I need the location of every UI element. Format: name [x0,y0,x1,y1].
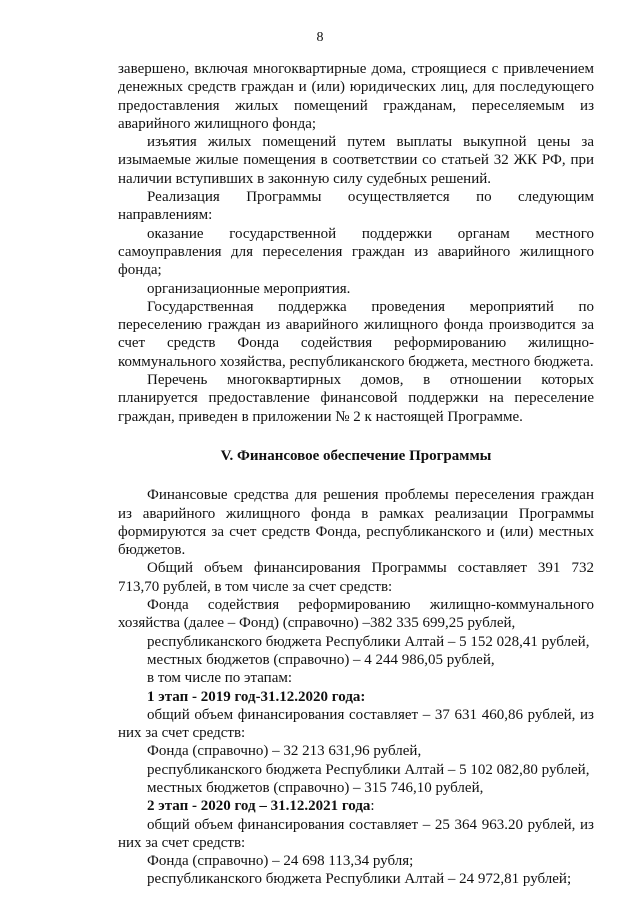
paragraph: Фонда (справочно) – 32 213 631,96 рублей, [147,743,422,760]
paragraph: Фонда содействия реформированию жилищно-коммунального хозяйства (далее – Фонд) (справочно) –382 335 699,25 рублей, [118,597,594,632]
paragraph: Фонда (справочно) – 24 698 113,34 рубля; [147,853,414,870]
stage-heading-line [118,797,594,815]
page-number: 8 [316,30,324,45]
paragraph: Финансовые средства для решения проблемы переселения граждан из аварийного жилищного фонда в рамках реализации Программы формируются за счет средств Фонда, республиканского и (или) местных бюджетов. [118,487,594,559]
paragraph: Государственная поддержка проведения мероприятий по переселению граждан из аварийного жилищного фонда производится за счет средств Фонда содействия реформированию жилищно-коммунального хозяйства, республиканского бюджета, местного бюджета. [118,298,594,370]
paragraph: изъятия жилых помещений путем выплаты выкупной цены за изымаемые жилые помещения в соответствии со статьей 32 ЖК РФ, при наличии вступивших в законную силу судебных решений. [118,134,594,187]
paragraph: местных бюджетов (справочно) – 315 746,10 рублей, [147,779,484,796]
paragraph: организационные мероприятия. [147,280,351,297]
paragraph: оказание государственной поддержки органам местного самоуправления для переселения граждан из аварийного жилищного фонда; [118,225,594,279]
paragraph: общий объем финансирования составляет – 25 364 963.20 рублей, из них за счет средств: [118,816,594,851]
stage-heading-colon: : [370,798,375,815]
paragraph: Общий объем финансирования Программы составляет 391 732 713,70 рублей, в том числе за счет средств: [118,560,594,595]
paragraph: в том числе по этапам: [147,670,293,687]
stage-heading: 2 этап - 2020 год – 31.12.2021 года [147,798,371,815]
paragraph: общий объем финансирования составляет – 37 631 460,86 рублей, из них за счет средств: [118,706,594,742]
paragraph: Реализация Программы осуществляется по следующим направлениям: [118,189,594,224]
paragraph: республиканского бюджета Республики Алтай – 24 972,81 рублей; [147,871,572,888]
paragraph: республиканского бюджета Республики Алтай – 5 102 082,80 рублей, [147,761,590,778]
paragraph: местных бюджетов (справочно) – 4 244 986,05 рублей, [147,651,495,668]
stage-heading: 1 этап - 2019 год-31.12.2020 года: [147,688,366,705]
paragraph: республиканского бюджета Республики Алтай – 5 152 028,41 рублей, [147,633,590,650]
document-body [118,60,594,889]
paragraph: Перечень многоквартирных домов, в отношении которых планируется предоставление финансовой поддержки на переселение граждан, приведен в приложении № 2 к настоящей Программе. [118,372,594,425]
paragraph: завершено, включая многоквартирные дома, строящиеся с привлечением денежных средств граждан и (или) юридических лиц, для последующего предоставления жилых помещений гражданам, переселяемым из аварийного жилищного фонда; [118,61,594,132]
section-heading: V. Финансовое обеспечение Программы [220,447,492,464]
